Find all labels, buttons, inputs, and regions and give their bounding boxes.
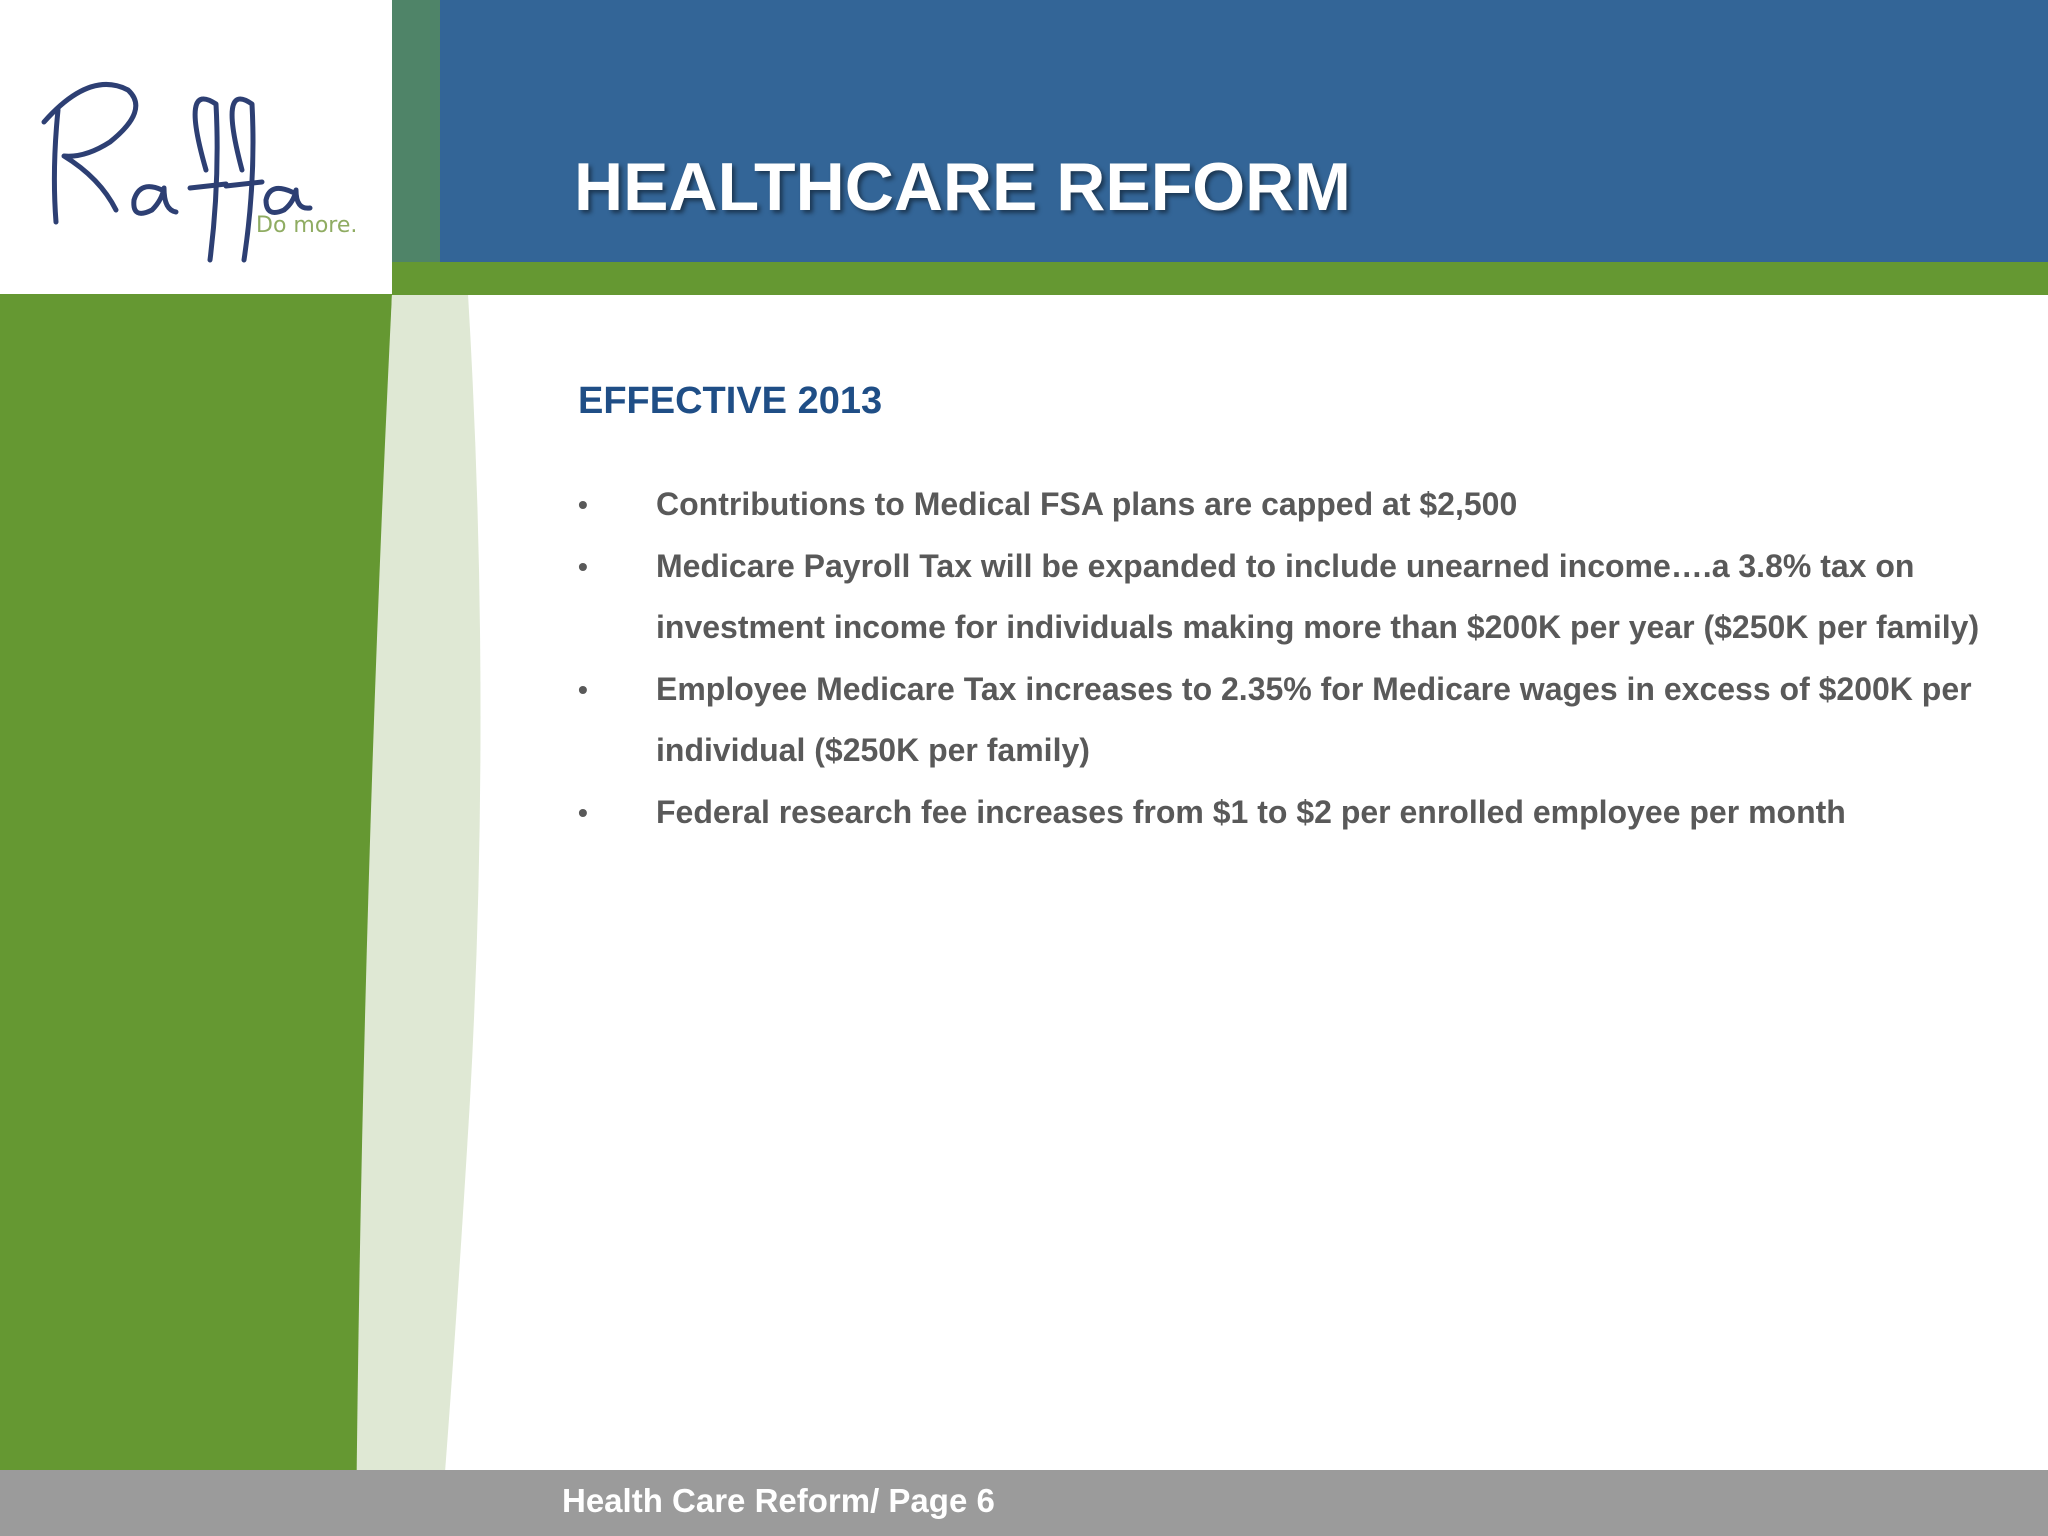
bullet-item [578, 474, 1988, 536]
bullet-item [578, 782, 1988, 844]
bullet-text: Federal research fee increases from $1 to $2 per enrolled employee per month [656, 793, 1846, 830]
header-green-bar [390, 262, 2048, 295]
bullet-text: Medicare Payroll Tax will be expanded to include unearned income….a 3.8% tax on investment income for individuals making more than $200K per year ($250K per family) [656, 547, 1980, 645]
bullet-dot-icon: • [578, 489, 588, 520]
raffa-logo-icon [30, 60, 360, 280]
bullet-text: Contributions to Medical FSA plans are capped at $2,500 [656, 486, 1518, 522]
section-subtitle: EFFECTIVE 2013 [578, 380, 883, 422]
logo-tagline: Do more. [256, 213, 358, 238]
bullet-text: Employee Medicare Tax increases to 2.35% for Medicare wages in excess of $200K per individual ($250K per family) [656, 670, 1972, 768]
bullet-item [578, 659, 1988, 782]
footer-bar [0, 1470, 2048, 1536]
bullet-dot-icon: • [578, 673, 588, 705]
bullet-item [578, 536, 1988, 659]
bullet-list [578, 474, 1988, 843]
logo-area [0, 0, 392, 294]
footer-page-label: Health Care Reform/ Page 6 [562, 1482, 995, 1519]
bullet-dot-icon: • [578, 796, 588, 828]
bullet-dot-icon: • [578, 550, 588, 582]
page-title: HEALTHCARE REFORM [574, 149, 1351, 225]
left-green-panel [0, 294, 392, 1536]
